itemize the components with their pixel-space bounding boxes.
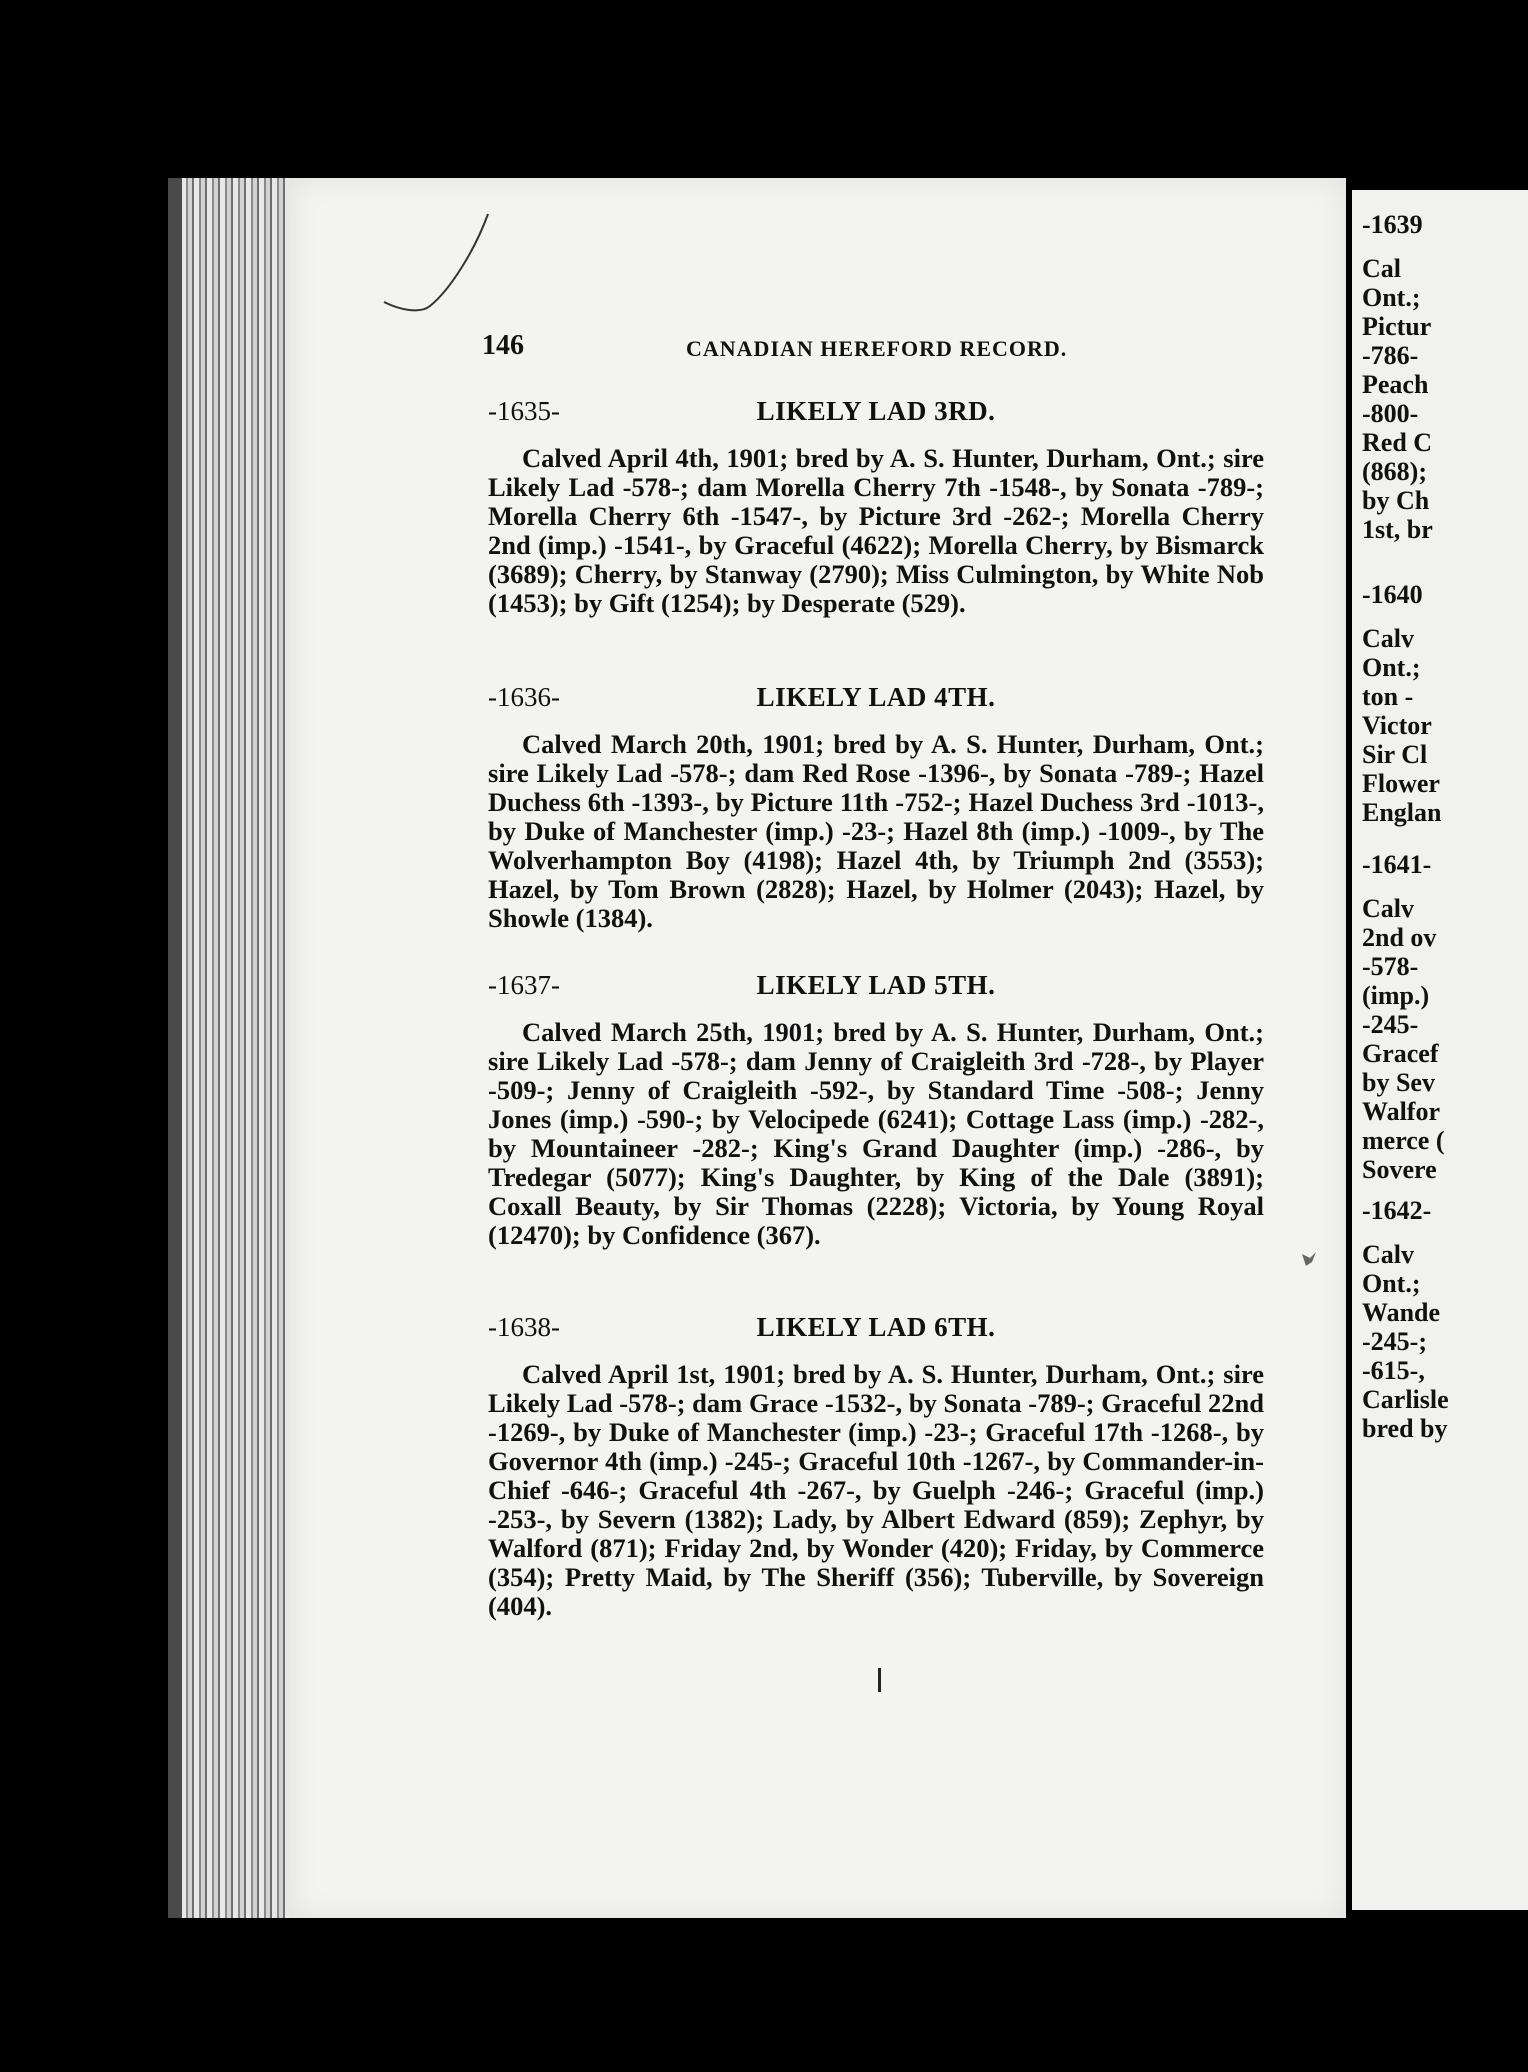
entry-heading xyxy=(488,682,1264,718)
pen-mark-scribble xyxy=(380,210,500,330)
entry-heading xyxy=(488,396,1264,432)
registration-number: -1637- xyxy=(488,970,560,1000)
adjacent-page-line: Sovere xyxy=(1362,1155,1437,1184)
adjacent-page-line: -245-; xyxy=(1362,1327,1427,1356)
adjacent-page-line: Calv xyxy=(1362,1240,1414,1269)
adjacent-page-line: ton - xyxy=(1362,682,1414,711)
pedigree-text: Calved March 20th, 1901; bred by A. S. Hunter, Durham, Ont.; sire Likely Lad -578-; dam Red Rose -1396-, by Sonata -789-; Hazel Duchess 6th -1393-, by Picture 11th -752-; Hazel Duchess 3rd -1013-, by Duke of Manchester (imp.) -23-; Hazel 8th (imp.) -1009-, by The Wolverhampton Boy (4198); Hazel 4th, by Triumph 2nd (3553); Hazel, by Tom Brown (2828); Hazel, by Holmer (2043); Hazel, by Showle (1384). xyxy=(488,729,1264,933)
running-head: CANADIAN HEREFORD RECORD. xyxy=(686,336,1068,361)
adjacent-page-line: Carlisle xyxy=(1362,1385,1449,1414)
entry-heading xyxy=(488,1312,1264,1348)
adjacent-page-line: Victor xyxy=(1362,711,1432,740)
adjacent-page-line: -245- xyxy=(1362,1010,1419,1039)
adjacent-page-line: Calv xyxy=(1362,624,1414,653)
adjacent-page-line: Sir Cl xyxy=(1362,740,1428,769)
adjacent-page-line: 2nd ov xyxy=(1362,923,1437,952)
registration-number: -1638- xyxy=(488,1312,560,1342)
printer-mark xyxy=(878,1668,881,1692)
adjacent-page-line: -1641- xyxy=(1362,850,1432,879)
adjacent-page-line: merce ( xyxy=(1362,1126,1445,1155)
pedigree-text: Calved April 1st, 1901; bred by A. S. Hunter, Durham, Ont.; sire Likely Lad -578-; dam Grace -1532-, by Sonata -789-; Graceful 22nd -1269-, by Duke of Manchester (imp.) -23-; Graceful 17th -1268-, by Governor 4th (imp.) -245-; Graceful 10th -1267-, by Commander-in-Chief -646-; Graceful 4th -267-, by Guelph -246-; Graceful (imp.) -253-, by Severn (1382); Lady, by Albert Edward (859); Zephyr, by Walford (871); Friday 2nd, by Wonder (420); Friday, by Commerce (354); Pretty Maid, by The Sheriff (356); Tuberville, by Sovereign (404). xyxy=(488,1359,1264,1621)
animal-name: LIKELY LAD 3RD. xyxy=(756,396,996,426)
animal-name: LIKELY LAD 4TH. xyxy=(756,682,996,712)
adjacent-page-line: -615-, xyxy=(1362,1356,1425,1385)
adjacent-page-line: -800- xyxy=(1362,399,1419,428)
stray-ink-mark xyxy=(1300,1250,1320,1270)
pedigree-text: Calved April 4th, 1901; bred by A. S. Hunter, Durham, Ont.; sire Likely Lad -578-; dam Morella Cherry 7th -1548-, by Sonata -789-; Morella Cherry 6th -1547-, by Picture 3rd -262-; Morella Cherry 2nd (imp.) -1541-, by Graceful (4622); Morella Cherry, by Bismarck (3689); Cherry, by Stanway (2790); Miss Culmington, by White Nob (1453); by Gift (1254); by Desperate (529). xyxy=(488,443,1264,618)
adjacent-page-line: Flower xyxy=(1362,769,1440,798)
adjacent-page-line: Calv xyxy=(1362,894,1414,923)
adjacent-page-line: 1st, br xyxy=(1362,515,1433,544)
adjacent-page-line: -1640 xyxy=(1362,580,1423,609)
pedigree-entry xyxy=(488,396,1264,618)
page-number: 146 xyxy=(482,330,524,361)
pedigree-text: Calved March 25th, 1901; bred by A. S. Hunter, Durham, Ont.; sire Likely Lad -578-; dam Jenny of Craigleith 3rd -728-, by Player -509-; Jenny of Craigleith -592-, by Standard Time -508-; Jenny Jones (imp.) -590-; by Velocipede (6241); Cottage Lass (imp.) -282-, by Mountaineer -282-; King's Grand Daughter (imp.) -286-, by Tredegar (5077); King's Daughter, by King of the Dale (3891); Coxall Beauty, by Sir Thomas (2228); Victoria, by Young Royal (12470); by Confidence (367). xyxy=(488,1017,1264,1250)
registration-number: -1635- xyxy=(488,396,560,426)
adjacent-page-fragment xyxy=(1352,190,1528,1910)
entry-heading xyxy=(488,970,1264,1006)
adjacent-page-line: -786- xyxy=(1362,341,1419,370)
adjacent-page-line: (imp.) xyxy=(1362,981,1430,1010)
registration-number: -1636- xyxy=(488,682,560,712)
adjacent-page-line: -1639 xyxy=(1362,210,1423,239)
adjacent-page-line: Ont.; xyxy=(1362,283,1421,312)
pedigree-entry xyxy=(488,1312,1264,1621)
adjacent-page-line: Cal xyxy=(1362,254,1401,283)
adjacent-page-line: Ont.; xyxy=(1362,653,1421,682)
animal-name: LIKELY LAD 6TH. xyxy=(756,1312,996,1342)
pedigree-entry xyxy=(488,682,1264,933)
adjacent-page-line: by Ch xyxy=(1362,486,1430,515)
pedigree-entry xyxy=(488,970,1264,1250)
adjacent-page-line: Wande xyxy=(1362,1298,1441,1327)
adjacent-page-line: Red C xyxy=(1362,428,1433,457)
adjacent-page-line: Englan xyxy=(1362,798,1442,827)
binding-shadow xyxy=(168,178,182,1918)
adjacent-page-line: by Sev xyxy=(1362,1068,1435,1097)
page-edges-stack xyxy=(168,178,296,1918)
adjacent-page-line: bred by xyxy=(1362,1414,1448,1443)
adjacent-page-line: Peach xyxy=(1362,370,1429,399)
adjacent-page-line: -578- xyxy=(1362,952,1419,981)
adjacent-page-line: Gracef xyxy=(1362,1039,1439,1068)
adjacent-page-line: (868); xyxy=(1362,457,1427,486)
adjacent-page-line: Walfor xyxy=(1362,1097,1440,1126)
adjacent-page-line: -1642- xyxy=(1362,1196,1432,1225)
adjacent-page-line: Ont.; xyxy=(1362,1269,1421,1298)
adjacent-page-line: Pictur xyxy=(1362,312,1432,341)
animal-name: LIKELY LAD 5TH. xyxy=(756,970,996,1000)
